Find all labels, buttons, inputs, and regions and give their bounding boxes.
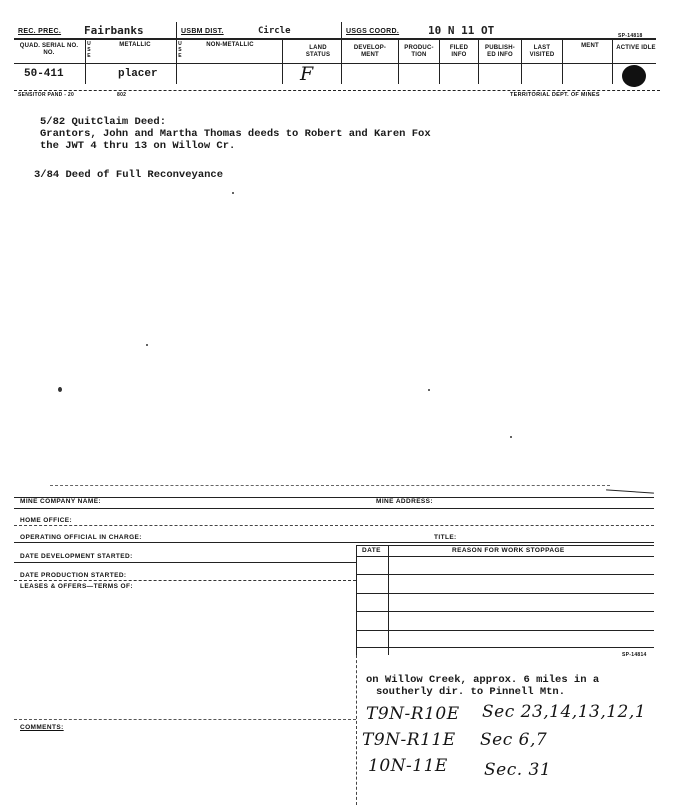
quad-serial-value: 50-411 — [24, 68, 64, 80]
location-typed-line-1: on Willow Creek, approx. 6 miles in a — [366, 674, 600, 686]
use-label: U S E — [87, 41, 91, 59]
hand-line-2-township: T9N-R11E — [362, 730, 456, 750]
nonmetallic-label: NON-METALLIC — [206, 42, 254, 48]
mine-company-name-label: MINE COMPANY NAME: — [20, 498, 101, 505]
active-indicator-dot — [622, 65, 646, 87]
note-line-2: Grantors, John and Martha Thomas deeds to Robert and Karen Fox — [40, 128, 431, 140]
land-status-label: LAND STATUS — [305, 45, 331, 58]
hand-line-3-township: 10N-11E — [368, 756, 448, 776]
location-typed-line-2: southerly dir. to Pinnell Mtn. — [376, 686, 566, 698]
reason-label: REASON FOR WORK STOPPAGE — [452, 547, 565, 554]
scan-speck — [428, 389, 430, 391]
note-line-3: the JWT 4 thru 13 on Willow Cr. — [40, 140, 236, 152]
date-label: DATE — [362, 547, 381, 554]
filed-info-label: FILED INFO — [449, 45, 469, 58]
footer-strip-right: TERRITORIAL DEPT. OF MINES — [510, 92, 600, 98]
metallic-value: placer — [118, 68, 158, 80]
scan-speck — [232, 192, 234, 194]
hand-line-1-township: T9N-R10E — [366, 704, 460, 724]
quad-serial-label: QUAD. SERIAL NO. NO. — [19, 43, 79, 56]
header-form-number: SP-14818 — [618, 33, 643, 39]
scan-speck — [58, 387, 62, 392]
lower-form-number: SP-14814 — [622, 652, 647, 658]
active-idle-label: ACTIVE IDLE — [616, 45, 656, 51]
usgs-coord-label: USGS COORD. — [346, 28, 400, 35]
hand-line-2-sections: Sec 6,7 — [480, 730, 548, 750]
date-development-label: DATE DEVELOPMENT STARTED: — [20, 553, 133, 560]
note-line-4: 3/84 Deed of Full Reconveyance — [34, 169, 224, 181]
comments-label: COMMENTS: — [20, 724, 64, 731]
footer-strip-code: 802 — [117, 92, 127, 98]
last-visited-label: LAST VISITED — [529, 45, 555, 58]
usbm-dist-label: USBM DIST. — [181, 28, 224, 35]
operating-official-label: OPERATING OFFICIAL IN CHARGE: — [20, 534, 142, 541]
footer-strip-left: SENSITOR PAND - 20 — [18, 92, 75, 98]
rec-prec-value: Fairbanks — [84, 24, 144, 37]
ment-label: MENT — [581, 43, 599, 49]
published-info-label: PUBLISH- ED INFO — [485, 45, 515, 58]
production-label: PRODUC- TION — [404, 45, 434, 58]
rec-prec-label: REC. PREC. — [18, 28, 62, 35]
leases-label: LEASES & OFFERS—TERMS OF: — [20, 583, 133, 590]
use2-label: U S E — [178, 41, 182, 59]
hand-line-3-sections: Sec. 31 — [484, 760, 552, 780]
usbm-dist-value: Circle — [258, 26, 291, 36]
scan-speck — [146, 344, 148, 346]
metallic-label: METALLIC — [119, 42, 151, 48]
mine-address-label: MINE ADDRESS: — [376, 498, 433, 505]
hand-line-1-sections: Sec 23,14,13,12,1 — [482, 702, 647, 722]
development-label: DEVELOP- MENT — [353, 45, 387, 58]
date-production-label: DATE PRODUCTION STARTED: — [20, 572, 127, 579]
scan-speck — [510, 436, 512, 438]
title-label: TITLE: — [434, 534, 457, 541]
land-status-value: F — [300, 63, 314, 85]
note-line-1: 5/82 QuitClaim Deed: — [40, 116, 167, 128]
usgs-coord-value: 10 N 11 OT — [428, 24, 495, 37]
home-office-label: HOME OFFICE: — [20, 517, 73, 524]
